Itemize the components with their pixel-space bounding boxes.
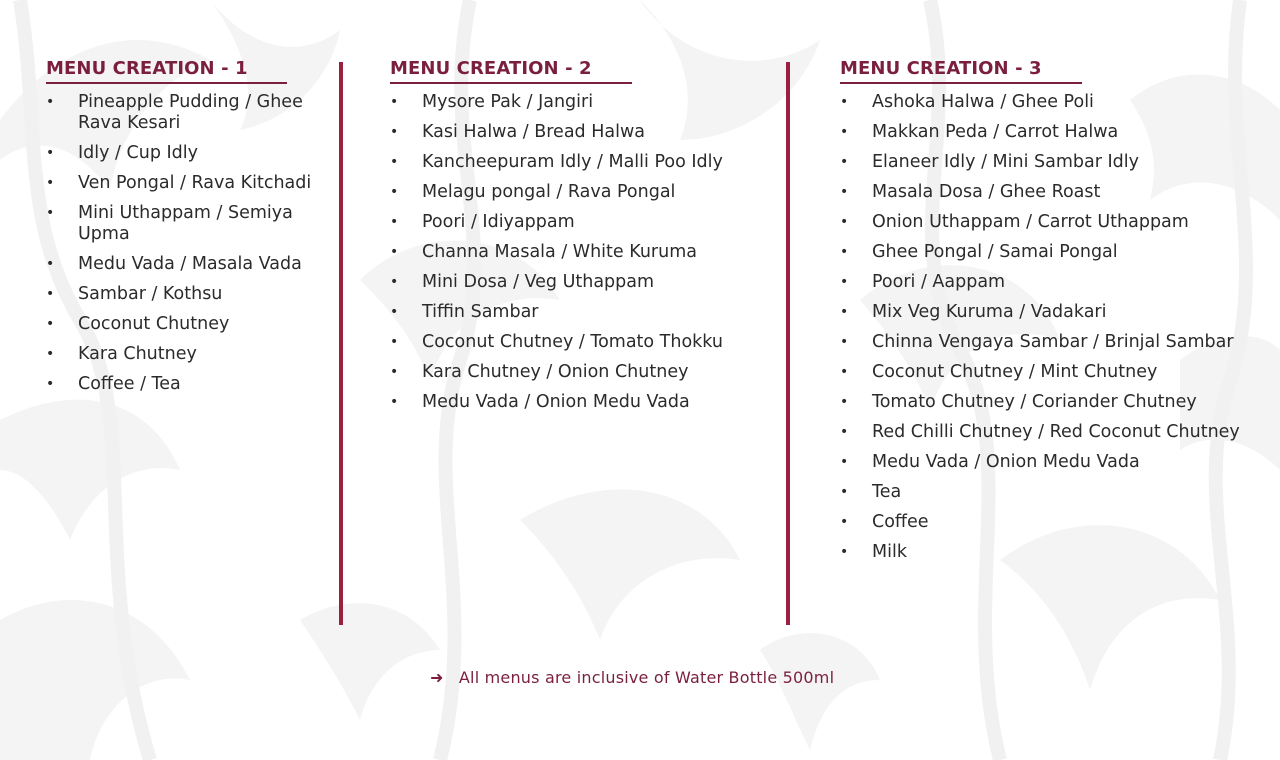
list-item: • Poori / Aappam	[840, 272, 1260, 293]
menu-column-3	[840, 58, 1260, 572]
list-item: • Mysore Pak / Jangiri	[390, 92, 770, 113]
menu-list-3	[840, 92, 1260, 563]
list-item: • Kasi Halwa / Bread Halwa	[390, 122, 770, 143]
list-item: • Medu Vada / Onion Medu Vada	[840, 452, 1260, 473]
menu-title-1: MENU CREATION - 1	[46, 58, 287, 84]
menu-list-1	[46, 92, 336, 395]
arrow-right-icon: ➜	[430, 668, 444, 687]
list-item: • Ven Pongal / Rava Kitchadi	[46, 173, 336, 194]
list-item: • Tea	[840, 482, 1260, 503]
list-item: • Idly / Cup Idly	[46, 143, 336, 164]
list-item: • Poori / Idiyappam	[390, 212, 770, 233]
menu-column-1	[46, 58, 336, 404]
footnote-text: All menus are inclusive of Water Bottle 500ml	[458, 668, 835, 687]
menu-list-2	[390, 92, 770, 413]
list-item: • Sambar / Kothsu	[46, 284, 336, 305]
list-item: • Medu Vada / Masala Vada	[46, 254, 336, 275]
column-divider	[339, 62, 343, 625]
menu-title-2: MENU CREATION - 2	[390, 58, 632, 84]
list-item: • Ghee Pongal / Samai Pongal	[840, 242, 1260, 263]
list-item: • Makkan Peda / Carrot Halwa	[840, 122, 1260, 143]
list-item: • Onion Uthappam / Carrot Uthappam	[840, 212, 1260, 233]
list-item: • Milk	[840, 542, 1260, 563]
list-item: • Mini Uthappam / Semiya Upma	[46, 203, 336, 245]
list-item: • Kara Chutney / Onion Chutney	[390, 362, 770, 383]
list-item: • Ashoka Halwa / Ghee Poli	[840, 92, 1260, 113]
footnote	[430, 668, 834, 687]
list-item: • Coconut Chutney / Mint Chutney	[840, 362, 1260, 383]
menu-column-2	[390, 58, 770, 422]
list-item: • Coconut Chutney / Tomato Thokku	[390, 332, 770, 353]
list-item: • Pineapple Pudding / Ghee Rava Kesari	[46, 92, 336, 134]
list-item: • Mix Veg Kuruma / Vadakari	[840, 302, 1260, 323]
list-item: • Medu Vada / Onion Medu Vada	[390, 392, 770, 413]
list-item: • Kara Chutney	[46, 344, 336, 365]
list-item: • Kancheepuram Idly / Malli Poo Idly	[390, 152, 770, 173]
list-item: • Mini Dosa / Veg Uthappam	[390, 272, 770, 293]
list-item: • Elaneer Idly / Mini Sambar Idly	[840, 152, 1260, 173]
list-item: • Tiffin Sambar	[390, 302, 770, 323]
list-item: • Melagu pongal / Rava Pongal	[390, 182, 770, 203]
list-item: • Channa Masala / White Kuruma	[390, 242, 770, 263]
list-item: • Tomato Chutney / Coriander Chutney	[840, 392, 1260, 413]
list-item: • Coffee	[840, 512, 1260, 533]
list-item: • Coconut Chutney	[46, 314, 336, 335]
list-item: • Chinna Vengaya Sambar / Brinjal Sambar	[840, 332, 1260, 353]
list-item: • Coffee / Tea	[46, 374, 336, 395]
menu-title-3: MENU CREATION - 3	[840, 58, 1082, 84]
list-item: • Masala Dosa / Ghee Roast	[840, 182, 1260, 203]
list-item: • Red Chilli Chutney / Red Coconut Chutney	[840, 422, 1260, 443]
column-divider	[786, 62, 790, 625]
